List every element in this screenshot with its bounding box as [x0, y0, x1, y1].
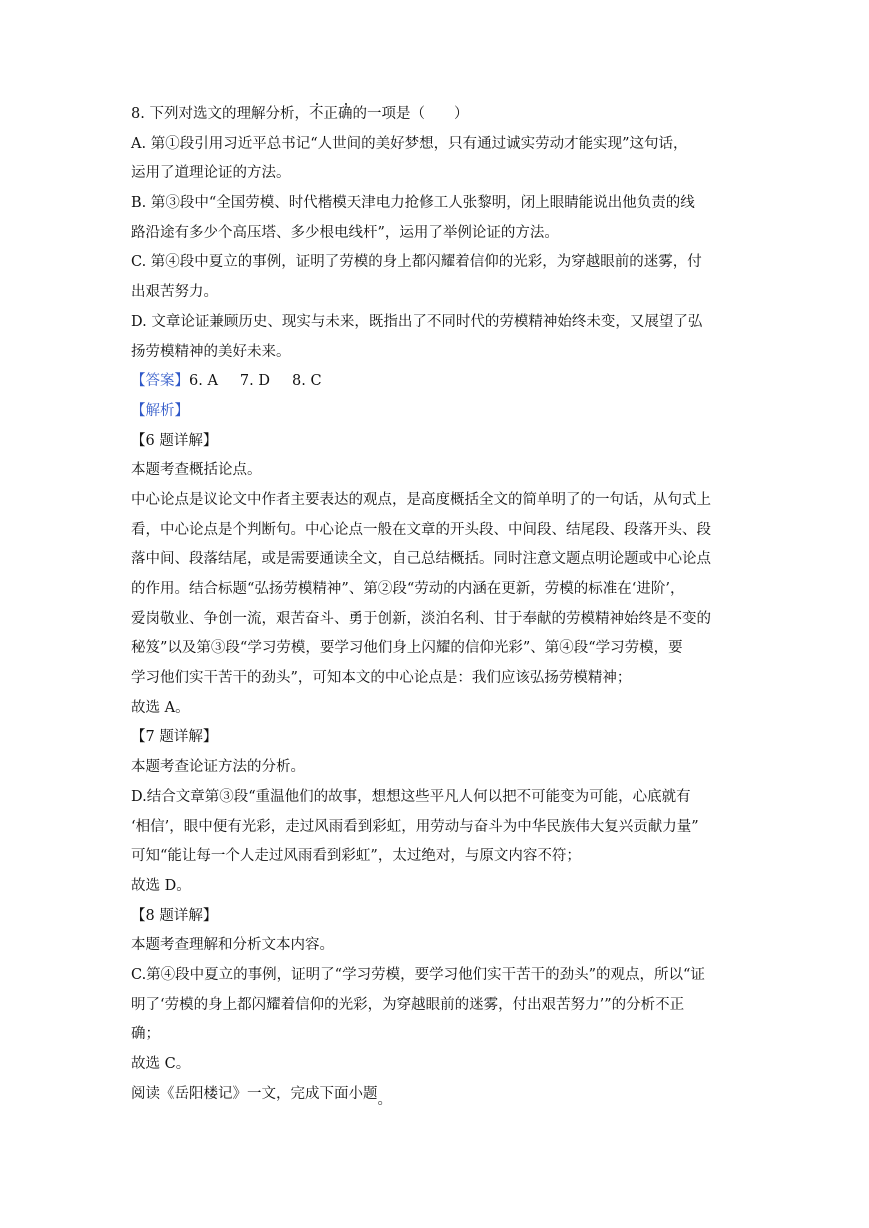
answer-line — [131, 367, 751, 397]
q6-line: 的作用。结合标题“弘扬劳模精神”、第②段“劳动的内涵在更新，劳模的标准在‘进阶’， — [131, 581, 685, 597]
q8-line: C.第④段中夏立的事例，证明了“学习劳模，要学习他们实干苦干的劲头”的观点，所以“证 — [131, 966, 705, 983]
q7-line: 故选 D。 — [131, 877, 191, 894]
option-d-line-2: 扬劳模精神的美好未来。 — [131, 343, 291, 360]
analysis-tag: 【解析】 — [131, 402, 189, 419]
q7-line: ‘相信’，眼中便有光彩，走过风雨看到彩虹，用劳动与奋斗为中华民族伟大复兴贡献力量” — [131, 818, 699, 835]
q6-title: 【6 题详解】 — [131, 432, 218, 449]
q6-line: 爱岗敬业、争创一流，艰苦奋斗、勇于创新，淡泊名利、甘于奉献的劳模精神始终是不变的 — [131, 610, 711, 627]
q8-line: 确； — [131, 1026, 160, 1043]
q7-title: 【7 题详解】 — [131, 729, 218, 746]
q8-line: 明了‘劳模的身上都闪耀着信仰的光彩，为穿越眼前的迷雾，付出艰苦努力’”的分析不正 — [131, 996, 685, 1013]
q7-line: 本题考查论证方法的分析。 — [131, 759, 305, 776]
q7-line: D.结合文章第③段“重温他们的故事，想想这些平凡人何以把不可能变为可能，心底就有 — [131, 788, 691, 805]
option-a-line-1: A. 第①段引用习近平总书记“人世间的美好梦想，只有通过诚实劳动才能实现”这句话， — [131, 135, 688, 152]
stem-mid: 正 — [323, 106, 338, 122]
option-a-line-2: 运用了道理论证的方法。 — [131, 165, 291, 182]
document-page — [131, 100, 751, 1109]
q6-line: 故选 A。 — [131, 699, 190, 716]
question-8-stem — [131, 100, 751, 130]
option-b-line-1: B. 第③段中“全国劳模、时代楷模天津电力抢修工人张黎明，闭上眼睛能说出他负责的线 — [131, 195, 695, 212]
stem-emphasis-2: 确 — [337, 106, 353, 122]
answer-tag: 【答案】 — [131, 373, 189, 390]
answer-7: 7. D — [239, 373, 270, 390]
q6-line: 秘笈”以及第③段“学习劳模，要学习他们身上闪耀的信仰光彩”、第④段“学习劳模，要 — [131, 640, 683, 657]
stem-suffix: 的一项是（ ） — [352, 106, 469, 122]
q7-line: 可知“能让每一个人走过风雨看到彩虹”，太过绝对，与原文内容不符； — [131, 848, 581, 865]
next-reading-end-mark: 。 — [377, 1091, 392, 1108]
stem-emphasis-1: 不 — [308, 106, 324, 122]
answer-6: 6. A — [189, 373, 218, 390]
q8-line: 故选 C。 — [131, 1056, 191, 1072]
answer-8: 8. C — [292, 373, 322, 390]
option-c-line-2: 出艰苦努力。 — [131, 284, 218, 301]
q6-line: 学习他们实干苦干的劲头”，可知本文的中心论点是：我们应该弘扬劳模精神； — [131, 670, 632, 687]
q8-title: 【8 题详解】 — [131, 907, 218, 924]
stem-prefix: 8. 下列对选文的理解分析， — [131, 106, 309, 122]
next-reading-text: 阅读《岳阳楼记》一文，完成下面小题 — [131, 1085, 378, 1102]
option-b-line-2: 路沿途有多少个高压塔、多少根电线杆”，运用了举例论证的方法。 — [131, 224, 559, 241]
q6-line: 中心论点是议论文中作者主要表达的观点，是高度概括全文的简单明了的一句话，从句式上 — [131, 491, 711, 508]
option-d-line-1: D. 文章论证兼顾历史、现实与未来，既指出了不同时代的劳模精神始终未变，又展望了弘 — [131, 313, 703, 330]
option-c-line-1: C. 第④段中夏立的事例，证明了劳模的身上都闪耀着信仰的光彩，为穿越眼前的迷雾，付 — [131, 254, 702, 271]
q6-line: 看，中心论点是个判断句。中心论点一般在文章的开头段、中间段、结尾段、段落开头、段 — [131, 521, 711, 538]
q6-line: 落中间、段落结尾，或是需要通读全文，自己总结概括。同时注意文题点明论题或中心论点 — [131, 551, 711, 568]
q8-line: 本题考查理解和分析文本内容。 — [131, 937, 334, 954]
q6-line: 本题考查概括论点。 — [131, 462, 262, 479]
next-reading-instruction — [131, 1080, 751, 1110]
